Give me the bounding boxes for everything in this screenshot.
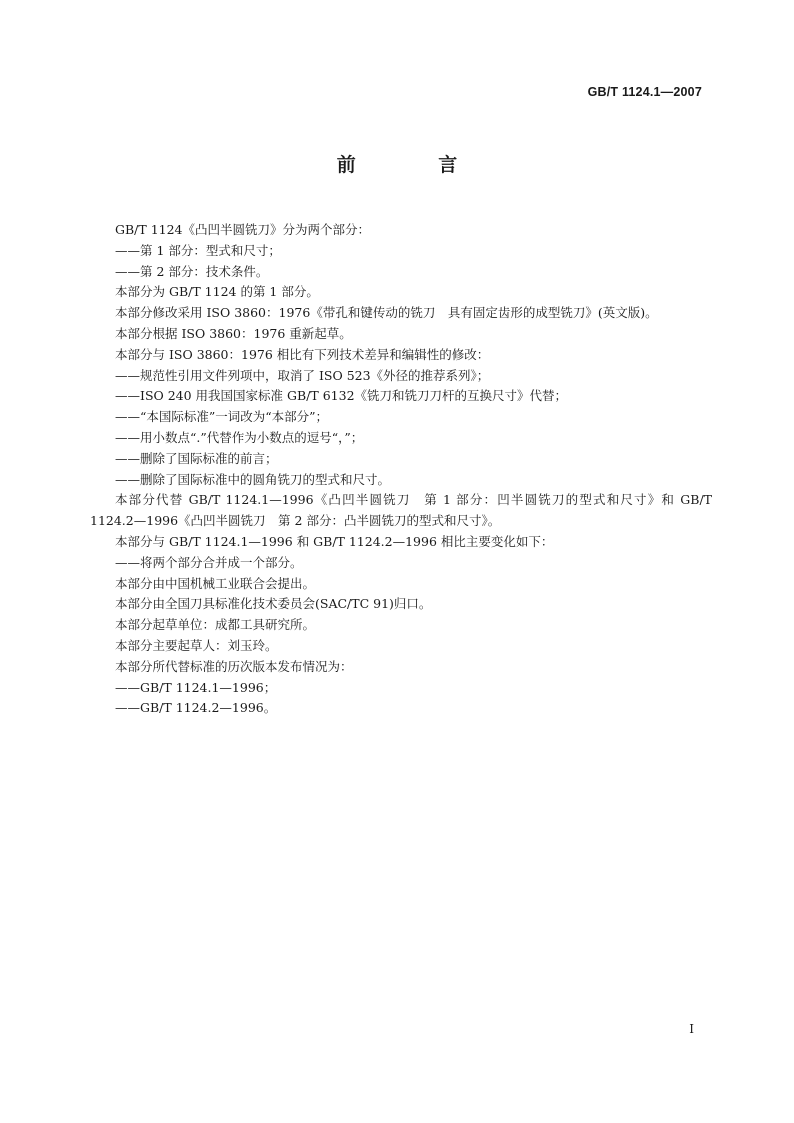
paragraph-replaces: 本部分代替 GB/T 1124.1—1996《凸凹半圆铣刀 第 1 部分：凹半圆铣刀的型式和尺寸》和 GB/T 1124.2—1996《凸凹半圆铣刀 第 2 部分：凸半圆铣刀的型式和尺寸》。 <box>90 492 712 529</box>
list-item-part-1: ——第 1 部分：型式和尺寸； <box>115 242 281 258</box>
paragraph-redrafted: 本部分根据 ISO 3860：1976 重新起草。 <box>115 325 352 341</box>
foreword-body <box>90 220 712 719</box>
list-item-difference: ——删除了国际标准的前言； <box>115 450 278 466</box>
list-item-difference: ——删除了国际标准中的圆角铣刀的型式和尺寸。 <box>115 471 391 487</box>
paragraph-adoption: 本部分修改采用 ISO 3860：1976《带孔和键传动的铣刀 具有固定齿形的成型铣刀》(英文版)。 <box>115 305 658 321</box>
standard-code: GB/T 1124.1—2007 <box>587 85 702 99</box>
list-item-difference: ——“本国际标准”一词改为“本部分”； <box>115 409 329 425</box>
paragraph-proposed-by: 本部分由中国机械工业联合会提出。 <box>115 575 316 591</box>
paragraph-differences: 本部分与 ISO 3860：1976 相比有下列技术差异和编辑性的修改： <box>115 346 490 362</box>
list-item-history: ——GB/T 1124.1—1996； <box>115 679 277 695</box>
paragraph-history: 本部分所代替标准的历次版本发布情况为： <box>115 658 353 674</box>
list-item-change: ——将两个部分合并成一个部分。 <box>115 554 303 570</box>
list-item-part-2: ——第 2 部分：技术条件。 <box>115 263 269 279</box>
list-item-difference: ——ISO 240 用我国国家标准 GB/T 6132《铣刀和铣刀刀杆的互换尺寸》代替； <box>115 388 568 404</box>
paragraph-changes: 本部分与 GB/T 1124.1—1996 和 GB/T 1124.2—1996 相比主要变化如下： <box>115 533 554 549</box>
list-item-difference: ——用小数点“.”代替作为小数点的逗号“，”； <box>115 429 364 445</box>
paragraph-intro: GB/T 1124《凸凹半圆铣刀》分为两个部分： <box>115 222 371 237</box>
page-number: I <box>689 1022 694 1036</box>
list-item-difference: ——规范性引用文件列项中，取消了 ISO 523《外径的推荐系列》； <box>115 367 490 383</box>
paragraph-drafter: 本部分主要起草人：刘玉玲。 <box>115 637 278 653</box>
list-item-history: ——GB/T 1124.2—1996。 <box>115 700 277 716</box>
paragraph-part-statement: 本部分为 GB/T 1124 的第 1 部分。 <box>115 284 319 300</box>
page-title: 前 言 <box>336 154 496 176</box>
paragraph-centralized-by: 本部分由全国刀具标准化技术委员会(SAC/TC 91)归口。 <box>115 596 432 612</box>
paragraph-drafting-unit: 本部分起草单位：成都工具研究所。 <box>115 617 316 633</box>
